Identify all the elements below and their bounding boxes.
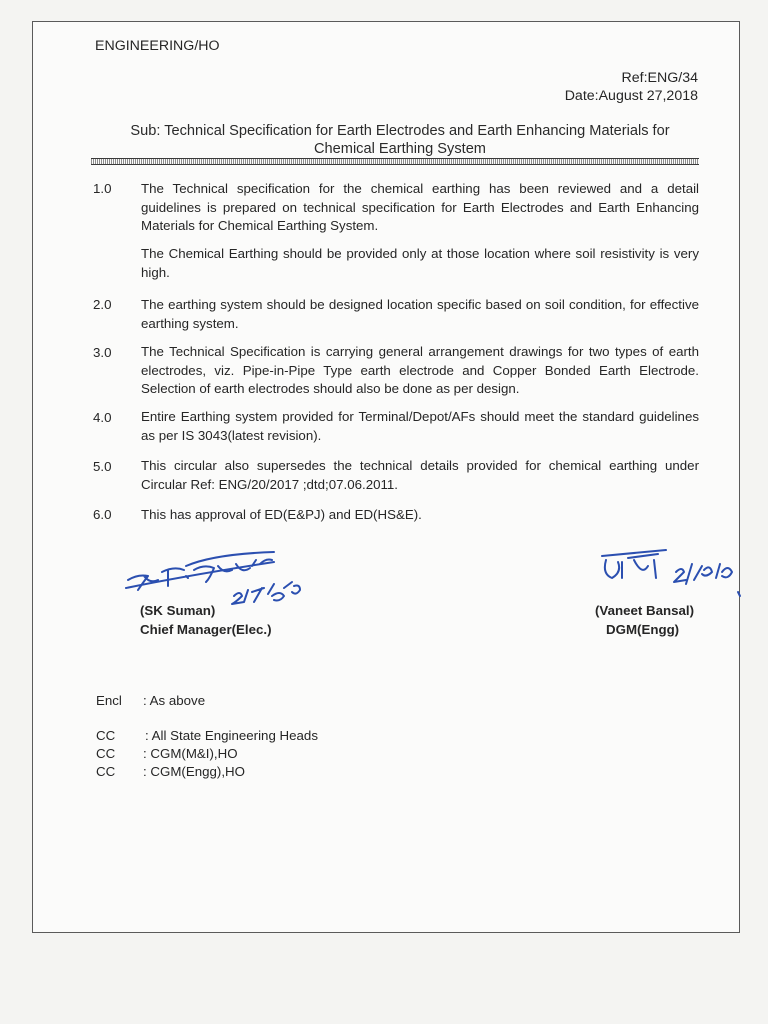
signatory-right-name: (Vaneet Bansal) [595, 603, 695, 618]
item-text: This has approval of ED(E&PJ) and ED(HS&E). [141, 507, 422, 522]
reference-number: Ref:ENG/34 [621, 70, 698, 86]
subject-line [95, 122, 705, 158]
subject-line-2: Chemical Earthing System [314, 141, 486, 157]
item-number: 2.0 [93, 297, 112, 312]
cc-recipient: : CGM(Engg),HO [143, 764, 245, 779]
item-text: Entire Earthing system provided for Terminal/Depot/AFs should meet the standard guidelines as per IS 3043(latest revision). [141, 409, 699, 443]
signatory-left-designation: Chief Manager(Elec.) [140, 622, 272, 637]
cc-label: CC [96, 764, 116, 779]
cc-recipient: : CGM(M&I),HO [143, 746, 238, 761]
item-number: 5.0 [93, 459, 112, 474]
cc-label: CC [96, 728, 116, 743]
signature-vaneet-bansal [598, 536, 748, 602]
signatory-right-designation: DGM(Engg) [606, 622, 680, 637]
item-text: The Technical Specification is carrying general arrangement drawings for two types of earth electrodes, viz. Pipe-in-Pipe Type earth electrode and Copper Bonded Earth Electrode. Selection of earth electrodes should also be done as per design. [141, 344, 699, 396]
item-number: 1.0 [93, 181, 112, 196]
item-text: This circular also supersedes the technical details provided for chemical earthing under Circular Ref: ENG/20/2017 ;dtd;07.06.2011. [141, 458, 699, 492]
cc-label: CC [96, 746, 116, 761]
subject-line-1: Sub: Technical Specification for Earth Electrodes and Earth Enhancing Materials for [130, 123, 670, 139]
item-number: 4.0 [93, 410, 112, 425]
enclosure-value: : As above [143, 693, 206, 708]
cc-recipient: : All State Engineering Heads [145, 728, 318, 743]
item-number: 3.0 [93, 345, 112, 360]
item-text: The Technical specification for the chemical earthing has been reviewed and a detail guidelines is prepared on technical specification for Earth Electrodes and Earth Enhancing Materials for Chemical Earthing System. [141, 181, 699, 233]
signature-sk-suman [124, 546, 309, 608]
enclosure-label: Encl [96, 693, 122, 708]
document-date: Date:August 27,2018 [564, 88, 698, 104]
item-number: 6.0 [93, 507, 112, 522]
signatory-left-name: (SK Suman) [140, 603, 216, 618]
item-note: The Chemical Earthing should be provided only at those location where soil resistivity is very high. [141, 246, 699, 280]
subject-divider [91, 158, 699, 165]
department-label: ENGINEERING/HO [95, 38, 220, 54]
item-text: The earthing system should be designed location specific based on soil condition, for effective earthing system. [141, 297, 699, 331]
